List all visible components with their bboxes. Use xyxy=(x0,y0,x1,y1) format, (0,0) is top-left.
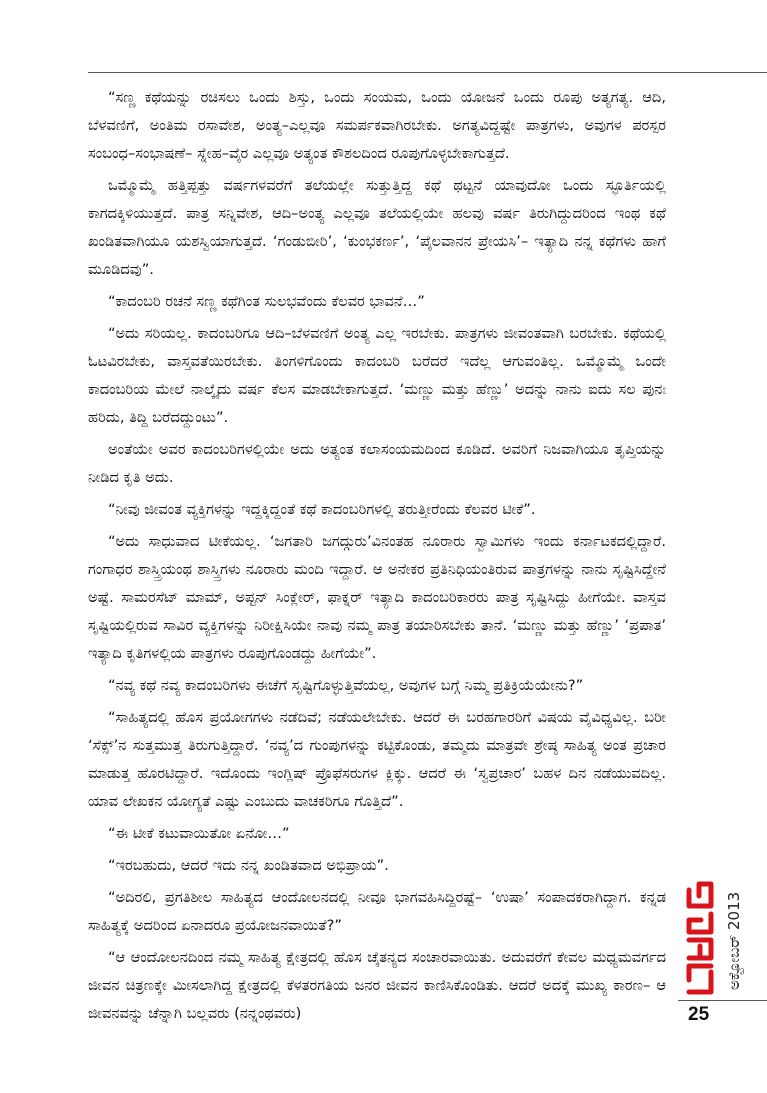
article-body xyxy=(88,84,666,1022)
paragraph: “ಸಣ್ಣ ಕಥೆಯನ್ನು ರಚಿಸಲು ಒಂದು ಶಿಸ್ತು, ಒಂದು ಸಂಯಮ, ಒಂದು ಯೋಜನೆ ಒಂದು ರೂಪು ಅತ್ಯಗತ್ಯ. ಆದಿ, ಬೆಳವಣಿಗೆ, ಅಂತಿಮ ರಸಾವೇಶ, ಅಂತ್ಯ–ಎಲ್ಲವೂ ಸಮರ್ಪಕವಾಗಿರಬೇಕು. ಅಗತ್ಯವಿದ್ದಷ್ಟೇ ಪಾತ್ರಗಳು, ಅವುಗಳ ಪರಸ್ಪರ ಸಂಬಂಧ–ಸಂಭಾಷಣೆ– ಸ್ನೇಹ–ವೈರ ಎಲ್ಲವೂ ಅತ್ಯಂತ ಕೌಶಲದಿಂದ ರೂಪುಗೊಳ್ಳಬೇಕಾಗುತ್ತದೆ. xyxy=(88,89,666,162)
paragraph: ಅಂತೆಯೇ ಅವರ ಕಾದಂಬರಿಗಳಲ್ಲಿಯೇ ಅದು ಅತ್ಯಂತ ಕಲಾಸಂಯಮದಿಂದ ಕೂಡಿದೆ. ಅವರಿಗೆ ನಿಜವಾಗಿಯೂ ತೃಪ್ತಿಯನ್ನು ನೀಡಿದ ಕೃತಿ ಅದು. xyxy=(88,441,666,486)
issue-month: ಅಕ್ಟೋಬರ್ xyxy=(725,934,743,990)
logo-stroke xyxy=(689,914,711,932)
page-number: 25 xyxy=(688,1004,710,1025)
issue-year: 2013 xyxy=(725,891,743,931)
logo-stroke xyxy=(689,940,711,958)
masthead-sidebar xyxy=(683,770,763,998)
issue-date xyxy=(725,770,749,990)
paragraph: “ಆ ಆಂದೋಲನದಿಂದ ನಮ್ಮ ಸಾಹಿತ್ಯ ಕ್ಷೇತ್ರದಲ್ಲಿ ಹೊಸ ಚೈತನ್ಯದ ಸಂಚಾರವಾಯಿತು. ಅದುವರೆಗೆ ಕೇವಲ ಮಧ್ಯಮವರ್ಗದ ಜೀವನ ಚಿತ್ರಣಕ್ಕೇ ಮೀಸಲಾಗಿದ್ದ ಕ್ಷೇತ್ರದಲ್ಲಿ ಕೆಳತರಗತಿಯ ಜನರ ಜೀವನ ಕಾಣಿಸಿಕೊಂಡಿತು. ಆದರೆ ಅದಕ್ಕೆ ಮುಖ್ಯ ಕಾರಣ– ಆ ಜೀವನವನ್ನು ಚೆನ್ನಾಗಿ ಬಲ್ಲವರು (ನನ್ನಂಥವರು) xyxy=(88,949,666,1022)
footer-rule xyxy=(678,1000,767,1001)
logo-stroke xyxy=(689,884,711,906)
paragraph: “ಇರಬಹುದು, ಆದರೆ ಇದು ನನ್ನ ಖಂಡಿತವಾದ ಅಭಿಪ್ರಾಯ”. xyxy=(108,857,389,874)
logo-stroke xyxy=(689,966,711,992)
logo-text xyxy=(683,770,684,771)
paragraph: “ನವ್ಯ ಕಥೆ ನವ್ಯ ಕಾದಂಬರಿಗಳು ಈಚೆಗೆ ಸೃಷ್ಟಿಗೊಳ್ಳುತ್ತಿವೆಯಲ್ಲ, ಅವುಗಳ ಬಗ್ಗೆ ನಿಮ್ಮ ಪ್ರತಿಕ್ರಿಯೆಯೇನು?” xyxy=(108,677,584,694)
mayura-logo xyxy=(683,876,717,998)
top-rule xyxy=(88,72,767,73)
paragraph: “ಅದು ಸಾಧುವಾದ ಟೀಕೆಯಲ್ಲ. ‘ಜಗತಾರಿ ಜಗದ್ಗುರು’ವಿನಂತಹ ನೂರಾರು ಸ್ವಾಮಿಗಳು ಇಂದು ಕರ್ನಾಟಕದಲ್ಲಿದ್ದಾರೆ. ಗಂಗಾಧರ ಶಾಸ್ತ್ರಿಯಂಥ ಶಾಸ್ತ್ರಿಗಳು ನೂರಾರು ಮಂದಿ ಇದ್ದಾರೆ. ಆ ಅನೇಕರ ಪ್ರತಿನಿಧಿಯಂತಿರುವ ಪಾತ್ರಗಳನ್ನು ನಾನು ಸೃಷ್ಟಿಸಿದ್ದೇನೆ ಅಷ್ಟೆ. ಸಾಮರಸೆಟ್ ಮಾಮ್, ಅಪ್ಟನ್ ಸಿಂಕ್ಲೇರ್, ಫಾಕ್ನರ್ ಇತ್ಯಾದಿ ಕಾದಂಬರಿಕಾರರು ಪಾತ್ರ ಸೃಷ್ಟಿಸಿದ್ದು ಹೀಗೆಯೇ. ವಾಸ್ತವ ಸೃಷ್ಟಿಯಲ್ಲಿರುವ ಸಾವಿರ ವ್ಯಕ್ತಿಗಳನ್ನು ನಿರೀಕ್ಷಿಸಿಯೇ ನಾವು ನಮ್ಮ ಪಾತ್ರ ತಯಾರಿಸಬೇಕು ತಾನೆ. ‘ಮಣ್ಣು ಮತ್ತು ಹೆಣ್ಣು’ ‘ಪ್ರಪಾತ’ ಇತ್ಯಾದಿ ಕೃತಿಗಳಲ್ಲಿಯ ಪಾತ್ರಗಳು ರೂಪುಗೊಂಡದ್ದು ಹೀಗೆಯೇ”. xyxy=(88,533,666,662)
paragraph: “ಅದಿರಲಿ, ಪ್ರಗತಿಶೀಲ ಸಾಹಿತ್ಯದ ಆಂದೋಲನದಲ್ಲಿ ನೀವೂ ಭಾಗವಹಿಸಿದ್ದಿರಷ್ಟೆ– ‘ಉಷಾ’ ಸಂಪಾದಕರಾಗಿದ್ದಾಗ. ಕನ್ನಡ ಸಾಹಿತ್ಯಕ್ಕೆ ಅದರಿಂದ ಏನಾದರೂ ಪ್ರಯೋಜನವಾಯಿತೆ?” xyxy=(88,889,666,934)
paragraph: “ಕಾದಂಬರಿ ರಚನೆ ಸಣ್ಣ ಕಥೆಗಿಂತ ಸುಲಭವೆಂದು ಕೆಲವರ ಭಾವನೆ…” xyxy=(108,293,425,310)
paragraph: ಒಮ್ಮೊಮ್ಮೆ ಹತ್ತಿಪ್ಪತ್ತು ವರ್ಷಗಳವರೆಗೆ ತಲೆಯಲ್ಲೇ ಸುತ್ತುತ್ತಿದ್ದ ಕಥೆ ಥಟ್ಟನೆ ಯಾವುದೋ ಒಂದು ಸ್ಫೂರ್ತಿಯಲ್ಲಿ ಕಾಗದಕ್ಕಿಳಿಯುತ್ತದೆ. ಪಾತ್ರ ಸನ್ನಿವೇಶ, ಆದಿ–ಅಂತ್ಯ ಎಲ್ಲವೂ ತಲೆಯಲ್ಲಿಯೇ ಹಲವು ವರ್ಷ ತಿರುಗಿದ್ದುದರಿಂದ ಇಂಥ ಕಥೆ ಖಂಡಿತವಾಗಿಯೂ ಯಶಸ್ವಿಯಾಗುತ್ತದೆ. ‘ಗಂಡುಬೀರಿ’, ‘ಕುಂಭಕರ್ಣ’, ‘ಪೈಲವಾನನ ಪ್ರೇಯಸಿ’– ಇತ್ಯಾದಿ ನನ್ನ ಕಥೆಗಳು ಹಾಗೆ ಮೂಡಿದವು”. xyxy=(88,177,666,278)
paragraph: “ಈ ಟೀಕೆ ಕಟುವಾಯಿತೋ ಏನೋ…” xyxy=(108,825,290,842)
paragraph: “ನೀವು ಜೀವಂತ ವ್ಯಕ್ತಿಗಳನ್ನು ಇದ್ದಕ್ಕಿದ್ದಂತೆ ಕಥೆ ಕಾದಂಬರಿಗಳಲ್ಲಿ ತರುತ್ತೀರೆಂದು ಕೆಲವರ ಟೀಕೆ”. xyxy=(108,501,536,518)
paragraph: “ಸಾಹಿತ್ಯದಲ್ಲಿ ಹೊಸ ಪ್ರಯೋಗಗಳು ನಡೆದಿವೆ; ನಡೆಯಲೇಬೇಕು. ಆದರೆ ಈ ಬರಹಗಾರರಿಗೆ ವಿಷಯ ವೈವಿಧ್ಯವಿಲ್ಲ. ಬರೀ ‘ಸೆಕ್ಸ್’ನ ಸುತ್ತಮುತ್ತ ತಿರುಗುತ್ತಿದ್ದಾರೆ. ‘ನವ್ಯ’ದ ಗುಂಪುಗಳನ್ನು ಕಟ್ಟಿಕೊಂಡು, ತಮ್ಮದು ಮಾತ್ರವೇ ಶ್ರೇಷ್ಠ ಸಾಹಿತ್ಯ ಅಂತ ಪ್ರಚಾರ ಮಾಡುತ್ತ ಹೊರಟಿದ್ದಾರೆ. ಇದೊಂದು ಇಂಗ್ಲಿಷ್ ಪ್ರೊಫೆಸರುಗಳ ಕ್ಲಿಕ್ಕು. ಆದರೆ ಈ ‘ಸ್ವಪ್ರಚಾರ’ ಬಹಳ ದಿನ ನಡೆಯುವದಿಲ್ಲ. ಯಾವ ಲೇಖಕನ ಯೋಗ್ಯತೆ ಎಷ್ಟು ಎಂಬುದು ವಾಚಕರಿಗೂ ಗೊತ್ತಿದೆ”. xyxy=(88,709,666,810)
paragraph: “ಅದು ಸರಿಯಲ್ಲ. ಕಾದಂಬರಿಗೂ ಆದಿ–ಬೆಳವಣಿಗೆ ಅಂತ್ಯ ಎಲ್ಲ ಇರಬೇಕು. ಪಾತ್ರಗಳು ಜೀವಂತವಾಗಿ ಬರಬೇಕು. ಕಥೆಯಲ್ಲಿ ಓಟವಿರಬೇಕು, ವಾಸ್ತವತೆಯಿರಬೇಕು. ತಿಂಗಳಿಗೊಂದು ಕಾದಂಬರಿ ಬರೆದರೆ ಇದೆಲ್ಲ ಆಗುವಂತಿಲ್ಲ. ಒಮ್ಮೊಮ್ಮೆ ಒಂದೇ ಕಾದಂಬರಿಯ ಮೇಲೆ ನಾಲ್ಕೈದು ವರ್ಷ ಕೆಲಸ ಮಾಡಬೇಕಾಗುತ್ತದೆ. ‘ಮಣ್ಣು ಮತ್ತು ಹೆಣ್ಣು’ ಅದನ್ನು ನಾನು ಐದು ಸಲ ಪುನಃ ಹರಿದು, ತಿದ್ದಿ ಬರೆದದ್ದುಂಟು”. xyxy=(88,325,666,426)
